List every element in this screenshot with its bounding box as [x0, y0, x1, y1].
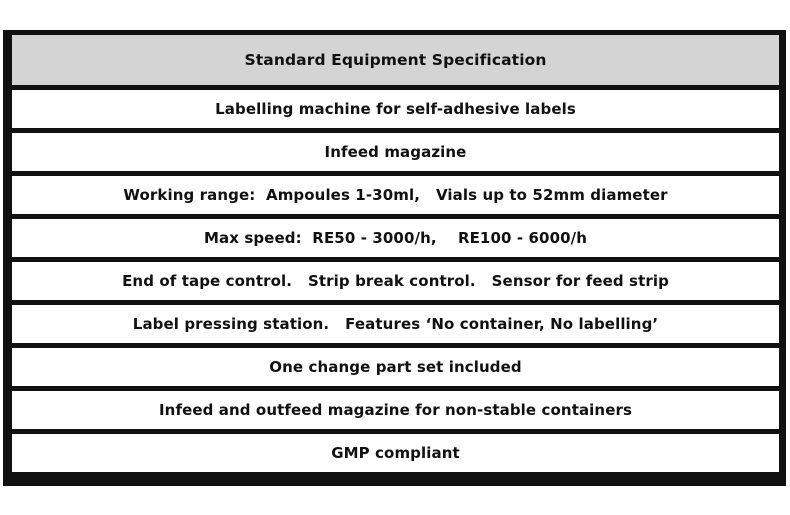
spec-row-max-speed: Max speed: RE50 - 3000/h, RE100 - 6000/h [12, 219, 779, 257]
spec-row-tape-controls: End of tape control. Strip break control. Sensor for feed strip [12, 262, 779, 300]
spec-row-infeed-outfeed: Infeed and outfeed magazine for non-stable containers [12, 391, 779, 429]
spec-row-labelling-machine: Labelling machine for self-adhesive labels [12, 90, 779, 128]
spec-row-infeed-magazine: Infeed magazine [12, 133, 779, 171]
table-header: Standard Equipment Specification [12, 35, 779, 85]
spec-row-working-range: Working range: Ampoules 1-30ml, Vials up to 52mm diameter [12, 176, 779, 214]
specification-table [3, 30, 786, 486]
spec-row-gmp: GMP compliant [12, 434, 779, 472]
spec-row-change-part: One change part set included [12, 348, 779, 386]
spec-row-label-pressing: Label pressing station. Features ‘No container, No labelling’ [12, 305, 779, 343]
